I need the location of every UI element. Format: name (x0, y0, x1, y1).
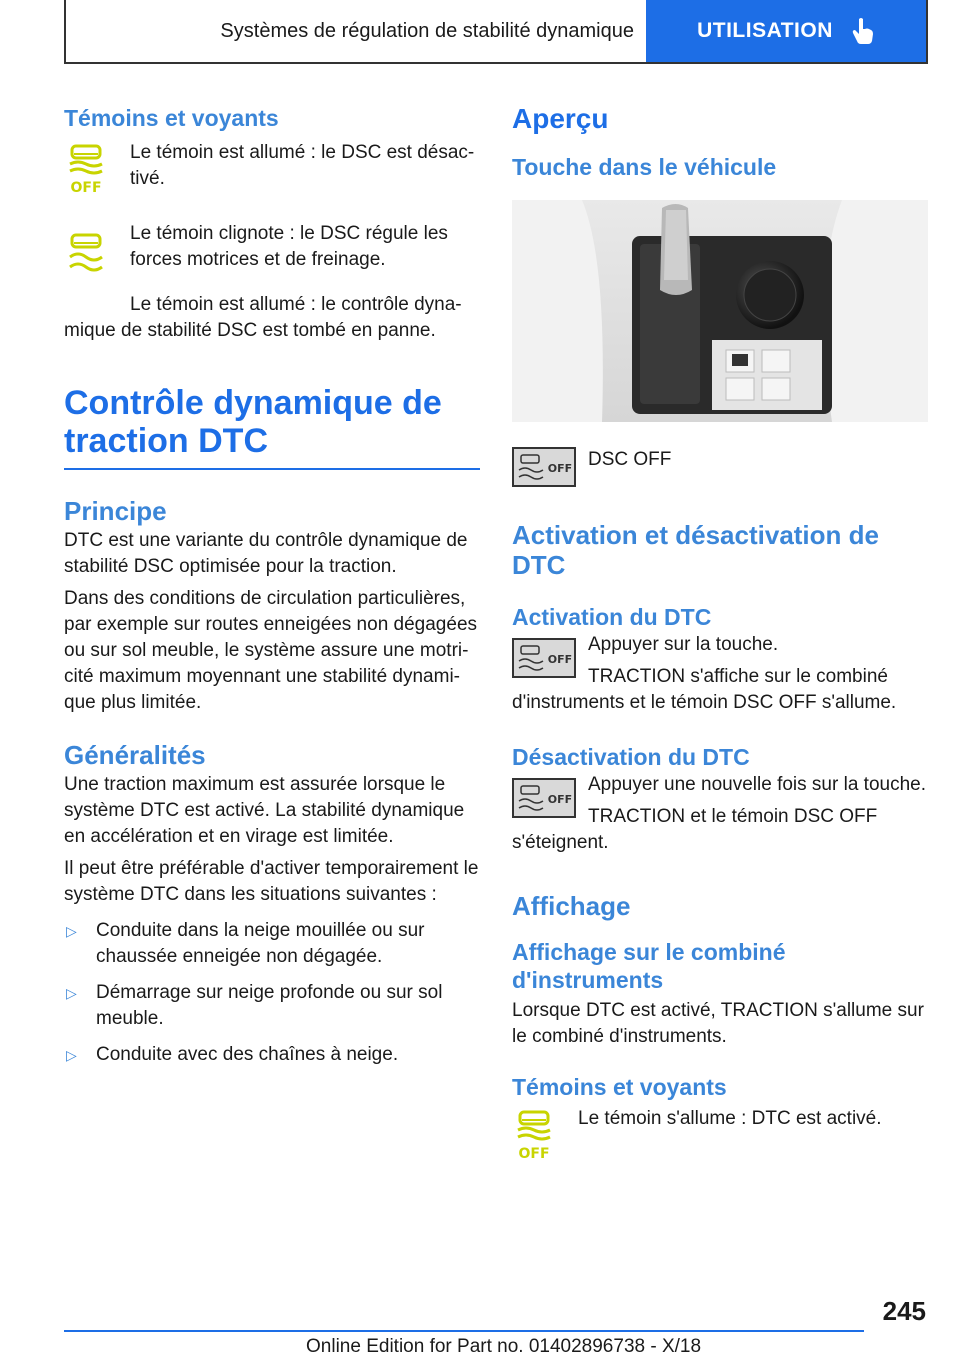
principe-p1: DTC est une variante du contrôle dynamique de stabilité DSC optimisée pour la traction. (64, 530, 468, 577)
dsc-off-warning-icon (64, 140, 130, 201)
chapter-tab-label: UTILISATION (697, 19, 833, 42)
dsc-off-button-icon (512, 632, 588, 690)
dsc-off-button-icon (512, 447, 588, 492)
affichage-p: Lorsque DTC est activé, TRACTION s'allume sur le combiné d'instruments. (512, 1000, 924, 1047)
temoin-dtc-text: Le témoin s'allume : DTC est activé. (578, 1108, 882, 1129)
touche-heading: Touche dans le véhicule (512, 154, 777, 180)
left-column (64, 96, 480, 1078)
dsc-off-button-icon (512, 772, 588, 830)
svg-text:OFF: OFF (547, 462, 573, 475)
triangle-bullet-icon: ▷ (66, 1047, 77, 1063)
desactivation-p2b: s'éteignent. (512, 832, 609, 853)
list-item: ▷ Démarrage sur neige profonde ou sur sol meuble. (64, 980, 480, 1032)
desactivation-p2a: TRACTION et le témoin DSC OFF (588, 806, 878, 827)
dsc-off-label: DSC OFF (588, 449, 672, 470)
generalites-p2: Il peut être préférable d'activer temporairement le système DTC dans les situations suivantes : (64, 858, 479, 905)
activation-p2a: TRACTION s'affiche sur le combiné (588, 666, 888, 687)
page-number: 245 (882, 1296, 926, 1326)
page-header (64, 0, 928, 64)
section-title: Systèmes de régulation de stabilité dynamique (220, 19, 634, 42)
triangle-bullet-icon: ▷ (66, 923, 77, 939)
desactivation-sub-heading: Désactivation du DTC (512, 744, 750, 770)
list-item: ▷ Conduite dans la neige mouillée ou sur chaussée enneigée non dégagée. (64, 918, 480, 970)
triangle-bullet-icon: ▷ (66, 985, 77, 1001)
heading-divider (64, 468, 480, 470)
warning-row-2 (64, 221, 480, 286)
activation-p1: Appuyer sur la touche. (588, 634, 779, 655)
activation-row (512, 632, 928, 690)
activation-p2b: d'instruments et le témoin DSC OFF s'allume. (512, 692, 897, 713)
dtc-warning-row (512, 1106, 928, 1167)
temoins-dtc-heading: Témoins et voyants (512, 1074, 727, 1100)
svg-text:OFF: OFF (70, 180, 102, 196)
situations-list (64, 918, 480, 1068)
edition-text: Online Edition for Part no. 01402896738 - X/18 (306, 1336, 702, 1357)
generalites-heading: Généralités (64, 740, 206, 770)
footer-divider (64, 1330, 864, 1332)
right-column (512, 96, 928, 1167)
generalites-p1: Une traction maximum est assurée lorsque le système DTC est activé. La stabilité dynamique en accélération et en virage est limitée. (64, 774, 465, 847)
temoin-2b-text: Le témoin est allumé : le contrôle dyna‐mique de stabilité DSC est tombé en panne. (64, 294, 462, 341)
desactivation-p1: Appuyer une nouvelle fois sur la touche. (588, 774, 926, 795)
dtc-warning-icon (512, 1106, 578, 1167)
principe-heading: Principe (64, 496, 167, 526)
warning-row-1 (64, 140, 480, 201)
main-heading: Contrôle dynamique de traction DTC (64, 384, 442, 460)
svg-text:OFF: OFF (547, 793, 573, 806)
center-console-photo (512, 200, 928, 427)
svg-text:OFF: OFF (547, 653, 573, 666)
svg-text:OFF: OFF (518, 1146, 550, 1162)
affichage-heading: Affichage (512, 891, 631, 921)
temoin-2a-text: Le témoin clignote : le DSC régule les forces motrices et de freinage. (130, 223, 448, 270)
apercu-heading: Aperçu (512, 103, 609, 134)
activation-heading: Activation et désactivation de DTC (512, 520, 879, 580)
principe-p2: Dans des conditions de circulation particulières, par exemple sur routes enneigées non dégagées ou sur sol meuble, le système assure une motri‐cité maximum moyennant une stabilité dynami‐que plus limitée. (64, 588, 478, 713)
list-item: ▷ Conduite avec des chaînes à neige. (64, 1042, 480, 1068)
desactivation-row (512, 772, 928, 830)
dsc-warning-icon (64, 221, 130, 286)
temoins-heading: Témoins et voyants (64, 105, 279, 131)
activation-sub-heading: Activation du DTC (512, 604, 712, 630)
affichage-sub-heading: Affichage sur le combiné d'instruments (512, 939, 786, 993)
temoin-1-text: Le témoin est allumé : le DSC est désac‐tivé. (130, 142, 475, 189)
dsc-off-button-row (512, 447, 928, 492)
chapter-tab[interactable] (646, 0, 926, 62)
pointing-hand-icon (851, 17, 875, 45)
